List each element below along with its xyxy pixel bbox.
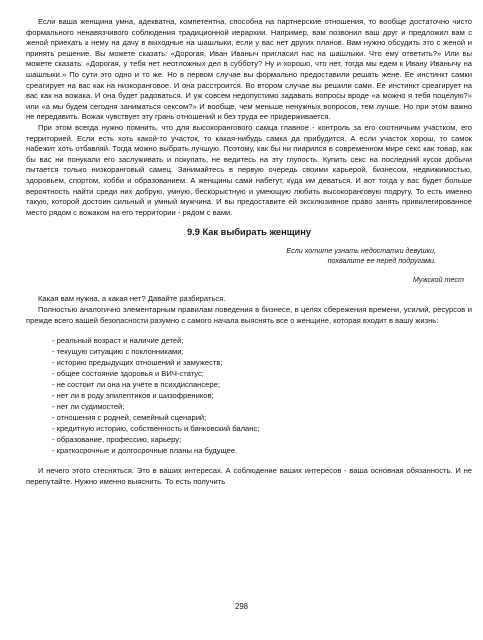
list-item: - отношения с родней, семейный сценарий; bbox=[52, 413, 207, 423]
list-item: - нет ли в роду эпилептиков и шизофреников; bbox=[52, 391, 214, 401]
list-item: - реальный возраст и наличие детей; bbox=[52, 336, 184, 346]
page-number: 298 bbox=[234, 602, 248, 611]
list-item: - не состоит ли она на учёте в психдиспансере; bbox=[52, 380, 220, 390]
epigraph bbox=[26, 246, 472, 266]
paragraph-1: Если ваша женщина умна, адекватна, компетентна, способна на партнерские отношения, то вообще достаточно чисто формального ненавязчивого соблюдения традиционной иерархии. Например, вам позвонил ваш друг и предложил вам с женой приехать к нему на дачу в выходные на шашлыки, если у вас нет других планов. Вам нужно обсудить это с женой и принять решение. Вы можете сказать: «Дорогая, Иван Иваныч пригласил нас на шашлыки. Что ему ответить?» Или вы можете сказать: «Дорогая, у тебя нет неотложных дел в субботу? Ну и хорошо, что нет, тогда мы едем к Ивану Иванычу на шашлыки.» По сути это одно и то же. Но в первом случае вы формально предоставили решать жене. Ее инстинкт самки среагирует на вас как на низкоранговое. И она расстроится. Во втором случае вы решили сами. Ее инстинкт среагирует на вас как на вожака. И она будет радоваться. И уж совсем недопустимо задавать вопросы вроде «а можно я тебя поцелую?» или «а мы будем сегодня заниматься сексом?» И вообще, чем меньше ненужных вопросов, тем лучше. Но при этом важно не передавить. Вожак чувствует эту грань отношений и без труда ее придерживается. bbox=[26, 17, 472, 122]
list-item: - текущую ситуацию с поклонниками; bbox=[52, 347, 184, 357]
epigraph-line-1: Если хотите узнать недостатки девушки, bbox=[286, 245, 436, 255]
requirements-list bbox=[52, 335, 472, 456]
paragraph-3: Какая вам нужна, а какая нет? Давайте разбираться. bbox=[38, 294, 226, 304]
paragraph-5: И нечего этого стесняться. Это в ваших интересах. А соблюдение ваших интересов - ваша основная обязанность. И не перепутайте. Нужно именно выяснить. То есть получить bbox=[26, 466, 472, 486]
epigraph-source: Мужской тест bbox=[412, 274, 464, 284]
list-item: - историю предыдущих отношений и замужеств; bbox=[52, 358, 223, 368]
list-item: - образование, профессию, карьеру; bbox=[52, 435, 182, 445]
list-item: - краткосрочные и долгосрочные планы на будущее. bbox=[52, 446, 238, 456]
paragraph-4: Полностью аналогично элементарным правилам поведения в бизнесе, в целях сбережения времени, усилий, ресурсов и прежде всего вашей безопасности разумно с самого начала выяснять все о женщине, которая входит в вашу жизнь: bbox=[26, 305, 472, 325]
paragraph-2: При этом всегда нужно помнить, что для высокорангового самца главное - контроль за его охотничьим участком, его территорией. Если есть хоть какой-то участок, то какая-нибудь самка да прибудится. А если участок хорош, то самок набежит хоть отбавляй. Тогда можно выбрать лучшую. Поэтому, как бы ни пиарился в современном мире секс как товар, как бы вас ни понукали его заслуживать и покупать, не ведитесь на эту глупость. Купить секс на последний кусок добычи пытается только низкоранговый самец. Занимайтесь в первую очередь своими карьерой, бизнесом, недвижимостью, здоровьем, спортом, хобби и образованием. А женщины сами набегут, куда им деваться. И вот тогда у вас будет больше вероятность найти среди них добрую, умную, бескорыстную и умеющую любить высокоранговую подругу. То есть именно такую, которой достоин сильный и умный мужчина. И вы предоставите ей эксклюзивное право занять привилегированное место рядом с вожаком на его территории - рядом с вами. bbox=[26, 122, 472, 217]
section-title: 9.9 Как выбирать женщину bbox=[186, 227, 312, 238]
list-item: - общее состояние здоровья и ВИЧ-статус; bbox=[52, 369, 204, 379]
page-body bbox=[26, 17, 472, 487]
epigraph-line-2: похвалите ее перед подругами. bbox=[327, 255, 436, 265]
list-item: - кредитную историю, собственность и банковский баланс; bbox=[52, 424, 260, 434]
list-item: - нет ли судимостей; bbox=[52, 402, 125, 412]
